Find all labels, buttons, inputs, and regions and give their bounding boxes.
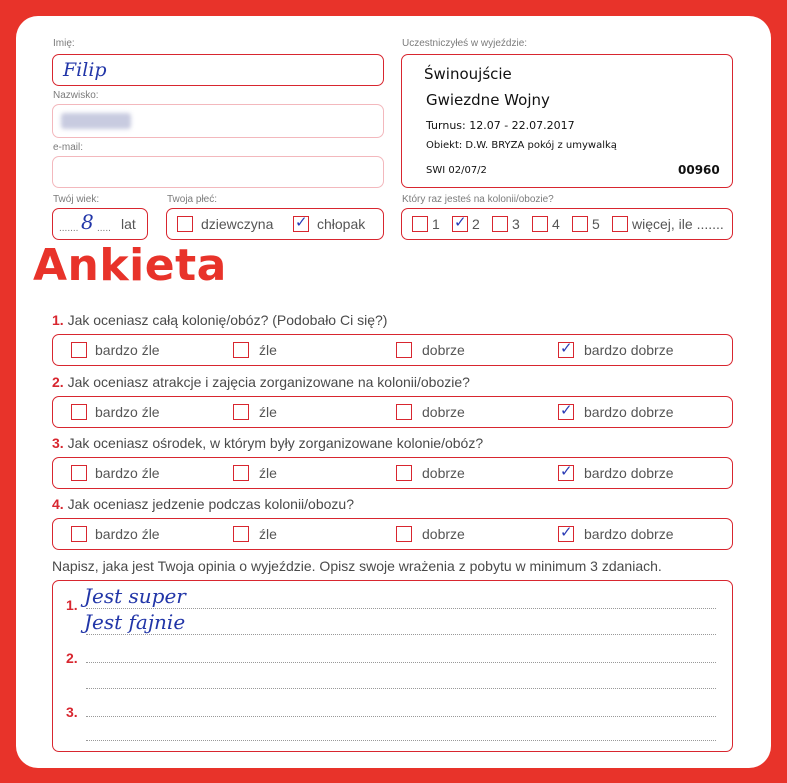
check-mark-icon: ✓	[560, 339, 573, 357]
times-option-1: 1	[432, 216, 440, 232]
answer-very-good: bardzo dobrze	[584, 404, 674, 420]
times-checkbox-4[interactable]	[532, 216, 548, 232]
times-checkbox-more[interactable]	[612, 216, 628, 232]
survey-title: Ankieta	[33, 240, 227, 291]
question-text: Jak oceniasz całą kolonię/obóz? (Podobało Ci się?)	[67, 312, 388, 328]
answer-very-good: bardzo dobrze	[584, 526, 674, 542]
trip-info-box	[401, 54, 733, 188]
answer-checkbox-good[interactable]	[396, 465, 412, 481]
answer-checkbox-good[interactable]	[396, 404, 412, 420]
answer-bad: źle	[259, 465, 277, 481]
question-text: Jak oceniasz jedzenie podczas kolonii/obozu?	[67, 496, 354, 512]
answer-good: dobrze	[422, 526, 465, 542]
trip-place: Świnoujście	[424, 65, 512, 83]
age-field[interactable]	[52, 208, 148, 240]
answer-checkbox-good[interactable]	[396, 342, 412, 358]
answer-row-1	[52, 334, 733, 366]
answer-checkbox-bad[interactable]	[233, 342, 249, 358]
question-2	[52, 374, 470, 390]
answer-very-good: bardzo dobrze	[584, 342, 674, 358]
check-mark-icon: ✓	[560, 462, 573, 480]
gender-checkbox-boy[interactable]	[293, 213, 309, 232]
answer-checkbox-very-good[interactable]	[558, 523, 574, 542]
age-value: 8	[81, 210, 94, 234]
check-mark-icon: ✓	[560, 523, 573, 541]
answer-checkbox-good[interactable]	[396, 526, 412, 542]
answer-checkbox-very-bad[interactable]	[71, 404, 87, 420]
times-option-2: 2	[472, 216, 480, 232]
answer-bad: źle	[259, 404, 277, 420]
age-unit: lat	[121, 216, 136, 232]
question-1	[52, 312, 387, 328]
answer-checkbox-very-bad[interactable]	[71, 465, 87, 481]
dotted-line	[86, 688, 716, 689]
age-label: Twój wiek:	[53, 194, 100, 205]
answer-checkbox-very-bad[interactable]	[71, 526, 87, 542]
answer-checkbox-very-bad[interactable]	[71, 342, 87, 358]
times-option-4: 4	[552, 216, 560, 232]
opinion-text-2: Jest fajnie	[84, 610, 186, 634]
answer-very-good: bardzo dobrze	[584, 465, 674, 481]
check-mark-icon: ✓	[560, 401, 573, 419]
times-checkbox-3[interactable]	[492, 216, 508, 232]
answer-checkbox-very-good[interactable]	[558, 462, 574, 481]
answer-checkbox-bad[interactable]	[233, 404, 249, 420]
answer-very-bad: bardzo źle	[95, 342, 160, 358]
dotted-line	[86, 740, 716, 741]
surname-field[interactable]	[52, 104, 384, 138]
opinion-text-1: Jest super	[84, 584, 186, 608]
surname-label: Nazwisko:	[53, 90, 99, 101]
question-text: Jak oceniasz ośrodek, w którym były zorganizowane kolonie/obóz?	[67, 435, 484, 451]
answer-very-bad: bardzo źle	[95, 526, 160, 542]
opinion-line-number-2: 2.	[66, 650, 78, 666]
question-number: 2.	[52, 374, 64, 390]
answer-bad: źle	[259, 526, 277, 542]
gender-field	[166, 208, 384, 240]
trip-theme: Gwiezdne Wojny	[426, 91, 550, 109]
question-3	[52, 435, 483, 451]
question-number: 1.	[52, 312, 64, 328]
age-dots: .......	[59, 223, 79, 234]
gender-label: Twoja płeć:	[167, 194, 218, 205]
answer-good: dobrze	[422, 342, 465, 358]
email-label: e-mail:	[53, 142, 84, 153]
answer-bad: źle	[259, 342, 277, 358]
times-label: Który raz jesteś na kolonii/obozie?	[402, 194, 554, 205]
check-mark-icon: ✓	[295, 213, 308, 231]
answer-checkbox-bad[interactable]	[233, 465, 249, 481]
gender-checkbox-girl[interactable]	[177, 216, 193, 232]
opinion-line-number-1: 1.	[66, 597, 78, 613]
email-field[interactable]	[52, 156, 384, 188]
name-label: Imię:	[53, 38, 75, 49]
gender-option-girl: dziewczyna	[201, 216, 274, 232]
opinion-prompt: Napisz, jaka jest Twoja opinia o wyjeździe. Opisz swoje wrażenia z pobytu w minimum 3 zdaniach.	[52, 558, 662, 574]
gender-option-boy: chłopak	[317, 216, 366, 232]
age-dots-after: .....	[97, 223, 111, 234]
times-option-3: 3	[512, 216, 520, 232]
opinion-line-number-3: 3.	[66, 704, 78, 720]
answer-checkbox-very-good[interactable]	[558, 339, 574, 358]
trip-turnus: Turnus: 12.07 - 22.07.2017	[426, 119, 575, 132]
times-checkbox-1[interactable]	[412, 216, 428, 232]
answer-checkbox-very-good[interactable]	[558, 401, 574, 420]
dotted-line	[86, 634, 716, 635]
times-option-more: więcej, ile .......	[632, 216, 724, 232]
name-field[interactable]	[52, 54, 384, 86]
answer-row-4	[52, 518, 733, 550]
question-4	[52, 496, 354, 512]
question-number: 3.	[52, 435, 64, 451]
answer-row-3	[52, 457, 733, 489]
times-field	[401, 208, 733, 240]
times-option-5: 5	[592, 216, 600, 232]
answer-good: dobrze	[422, 404, 465, 420]
dotted-line	[86, 662, 716, 663]
name-value: Filip	[63, 59, 107, 81]
check-mark-icon: ✓	[454, 213, 467, 231]
dotted-line	[86, 716, 716, 717]
trip-label: Uczestniczyłeś w wyjeździe:	[402, 38, 528, 49]
dotted-line	[86, 608, 716, 609]
redacted-surname	[61, 113, 131, 129]
times-checkbox-2[interactable]	[452, 213, 468, 232]
answer-checkbox-bad[interactable]	[233, 526, 249, 542]
trip-number: 00960	[678, 163, 720, 177]
trip-object: Obiekt: D.W. BRYZA pokój z umywalką	[426, 140, 617, 151]
answer-very-bad: bardzo źle	[95, 465, 160, 481]
trip-code: SWI 02/07/2	[426, 165, 487, 176]
times-checkbox-5[interactable]	[572, 216, 588, 232]
question-text: Jak oceniasz atrakcje i zajęcia zorganizowane na kolonii/obozie?	[67, 374, 470, 390]
answer-row-2	[52, 396, 733, 428]
answer-good: dobrze	[422, 465, 465, 481]
question-number: 4.	[52, 496, 64, 512]
answer-very-bad: bardzo źle	[95, 404, 160, 420]
